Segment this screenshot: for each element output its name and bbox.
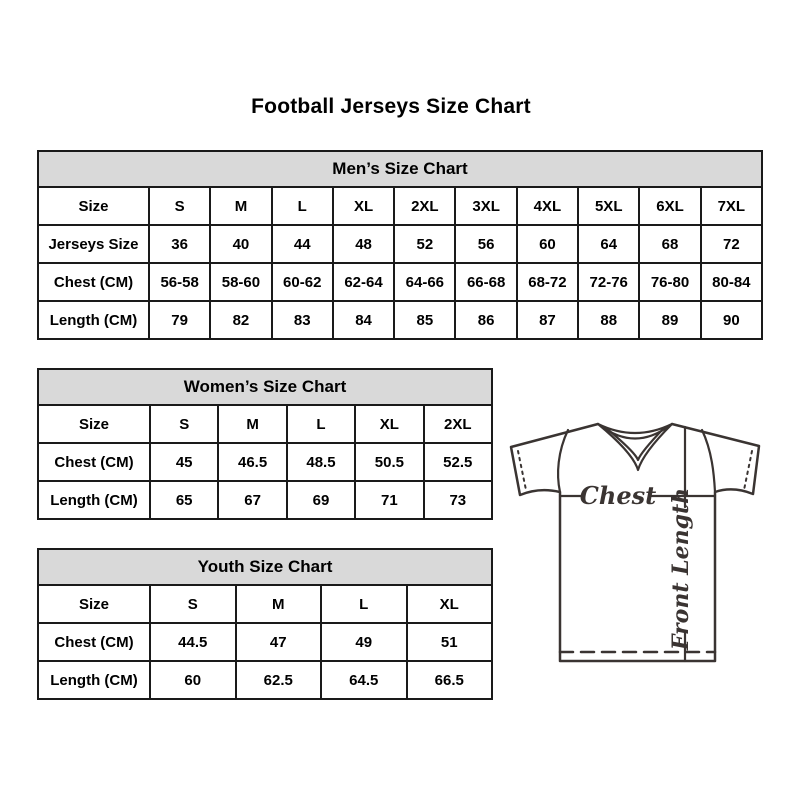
value-cell: L [321,585,407,623]
value-cell: 44 [272,225,333,263]
value-cell: 49 [321,623,407,661]
value-cell: 40 [210,225,271,263]
value-cell: 45 [150,443,218,481]
value-cell: 83 [272,301,333,339]
value-cell: 7XL [701,187,762,225]
page-title: Football Jerseys Size Chart [251,95,531,118]
value-cell: 80-84 [701,263,762,301]
value-cell: 69 [287,481,355,519]
table-title: Men’s Size Chart [38,151,762,187]
value-cell: 87 [517,301,578,339]
left-armhole-seam [558,430,568,492]
row-label-cell: Size [38,585,150,623]
value-cell: 66.5 [407,661,493,699]
table-row [38,623,492,661]
row-label-cell: Size [38,405,150,443]
row-label-cell: Chest (CM) [38,263,149,301]
value-cell: 46.5 [218,443,286,481]
value-cell: 76-80 [639,263,700,301]
value-cell: 60-62 [272,263,333,301]
table-row [38,225,762,263]
value-cell: 89 [639,301,700,339]
right-armhole-seam [702,430,715,492]
value-cell: M [218,405,286,443]
right-sleeve-stitch-line [744,451,752,490]
value-cell: 48.5 [287,443,355,481]
value-cell: 72 [701,225,762,263]
row-label-cell: Chest (CM) [38,443,150,481]
row-label-cell: Length (CM) [38,481,150,519]
jersey-illustration [505,417,765,667]
value-cell: 62.5 [236,661,322,699]
value-cell: 71 [355,481,423,519]
row-label-cell: Size [38,187,149,225]
table-row [38,301,762,339]
value-cell: L [287,405,355,443]
front-length-label: Front Length [668,487,694,651]
row-label-cell: Chest (CM) [38,623,150,661]
value-cell: 79 [149,301,210,339]
value-cell: XL [333,187,394,225]
value-cell: 3XL [455,187,516,225]
table-row [38,263,762,301]
table-title-row [38,369,492,405]
value-cell: 86 [455,301,516,339]
value-cell: 2XL [424,405,492,443]
youth-size-chart-table [37,548,493,700]
value-cell: 62-64 [333,263,394,301]
value-cell: 64.5 [321,661,407,699]
value-cell: 52 [394,225,455,263]
table-title: Youth Size Chart [38,549,492,585]
value-cell: XL [355,405,423,443]
value-cell: XL [407,585,493,623]
value-cell: 56 [455,225,516,263]
table-row [38,481,492,519]
table-row [38,405,492,443]
jersey-outline [511,424,759,661]
table-title: Women’s Size Chart [38,369,492,405]
value-cell: 68 [639,225,700,263]
row-label-cell: Length (CM) [38,661,150,699]
value-cell: L [272,187,333,225]
table-row [38,187,762,225]
chest-label: Chest [579,481,657,510]
value-cell: 67 [218,481,286,519]
value-cell: 51 [407,623,493,661]
value-cell: 4XL [517,187,578,225]
value-cell: 60 [517,225,578,263]
value-cell: 68-72 [517,263,578,301]
value-cell: 64-66 [394,263,455,301]
value-cell: 44.5 [150,623,236,661]
value-cell: 52.5 [424,443,492,481]
value-cell: M [236,585,322,623]
table-row [38,585,492,623]
value-cell: 56-58 [149,263,210,301]
value-cell: 85 [394,301,455,339]
value-cell: 60 [150,661,236,699]
row-label-cell: Jerseys Size [38,225,149,263]
value-cell: 90 [701,301,762,339]
value-cell: 2XL [394,187,455,225]
value-cell: S [150,405,218,443]
value-cell: 73 [424,481,492,519]
value-cell: 84 [333,301,394,339]
table-title-row [38,151,762,187]
value-cell: 66-68 [455,263,516,301]
table-row [38,443,492,481]
value-cell: 88 [578,301,639,339]
value-cell: 64 [578,225,639,263]
value-cell: 58-60 [210,263,271,301]
value-cell: 48 [333,225,394,263]
value-cell: 5XL [578,187,639,225]
vneck-collar [598,424,672,470]
value-cell: 82 [210,301,271,339]
table-row [38,661,492,699]
value-cell: 65 [150,481,218,519]
womens-size-chart-table [37,368,493,520]
value-cell: 6XL [639,187,700,225]
value-cell: 36 [149,225,210,263]
value-cell: 72-76 [578,263,639,301]
row-label-cell: Length (CM) [38,301,149,339]
mens-size-chart-table [37,150,763,340]
jersey-measurement-diagram [505,417,765,667]
value-cell: M [210,187,271,225]
value-cell: 47 [236,623,322,661]
value-cell: 50.5 [355,443,423,481]
table-title-row [38,549,492,585]
value-cell: S [149,187,210,225]
value-cell: S [150,585,236,623]
